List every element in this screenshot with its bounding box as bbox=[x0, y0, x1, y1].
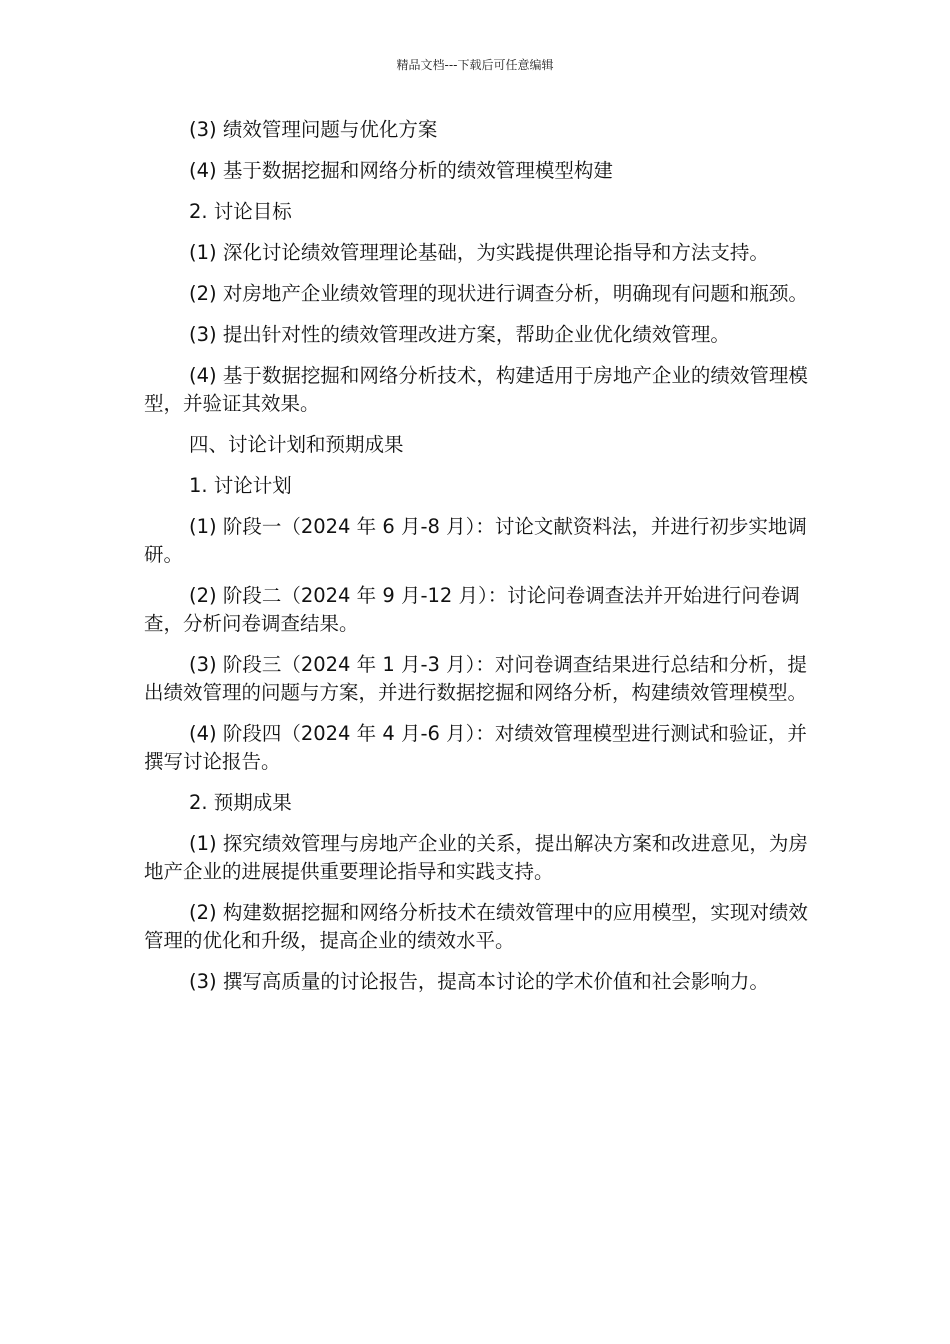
paragraph: (2) 阶段二（2024 年 9 月-12 月）：讨论问卷调查法并开始进行问卷调查，分析问卷调查结果。 bbox=[144, 584, 800, 635]
paragraph: (1) 深化讨论绩效管理理论基础，为实践提供理论指导和方法支持。 bbox=[189, 241, 769, 264]
paragraph: (4) 基于数据挖掘和网络分析的绩效管理模型构建 bbox=[189, 159, 613, 182]
section-heading: 1. 讨论计划 bbox=[189, 474, 292, 497]
paragraph: (2) 构建数据挖掘和网络分析技术在绩效管理中的应用模型，实现对绩效管理的优化和升级，提高企业的绩效水平。 bbox=[144, 901, 808, 952]
paragraph: (3) 撰写高质量的讨论报告，提高本讨论的学术价值和社会影响力。 bbox=[189, 970, 769, 993]
paragraph: (3) 绩效管理问题与优化方案 bbox=[189, 118, 438, 141]
paragraph: (4) 基于数据挖掘和网络分析技术，构建适用于房地产企业的绩效管理模型，并验证其效果。 bbox=[144, 364, 808, 415]
paragraph: (2) 对房地产企业绩效管理的现状进行调查分析，明确现有问题和瓶颈。 bbox=[189, 282, 808, 305]
paragraph: (1) 阶段一（2024 年 6 月-8 月）：讨论文献资料法，并进行初步实地调研。 bbox=[144, 515, 807, 566]
paragraph: (3) 提出针对性的绩效管理改进方案，帮助企业优化绩效管理。 bbox=[189, 323, 730, 346]
section-heading: 2. 预期成果 bbox=[189, 791, 292, 814]
section-heading: 四、讨论计划和预期成果 bbox=[189, 433, 404, 456]
document-body bbox=[144, 116, 820, 1009]
section-heading: 2. 讨论目标 bbox=[189, 200, 292, 223]
paragraph: (3) 阶段三（2024 年 1 月-3 月）：对问卷调查结果进行总结和分析，提出绩效管理的问题与方案，并进行数据挖掘和网络分析，构建绩效管理模型。 bbox=[144, 653, 808, 704]
paragraph: (1) 探究绩效管理与房地产企业的关系，提出解决方案和改进意见，为房地产企业的进展提供重要理论指导和实践支持。 bbox=[144, 832, 808, 883]
paragraph: (4) 阶段四（2024 年 4 月-6 月）：对绩效管理模型进行测试和验证，并撰写讨论报告。 bbox=[144, 722, 807, 773]
page-header: 精品文档---下载后可任意编辑 bbox=[396, 58, 554, 72]
